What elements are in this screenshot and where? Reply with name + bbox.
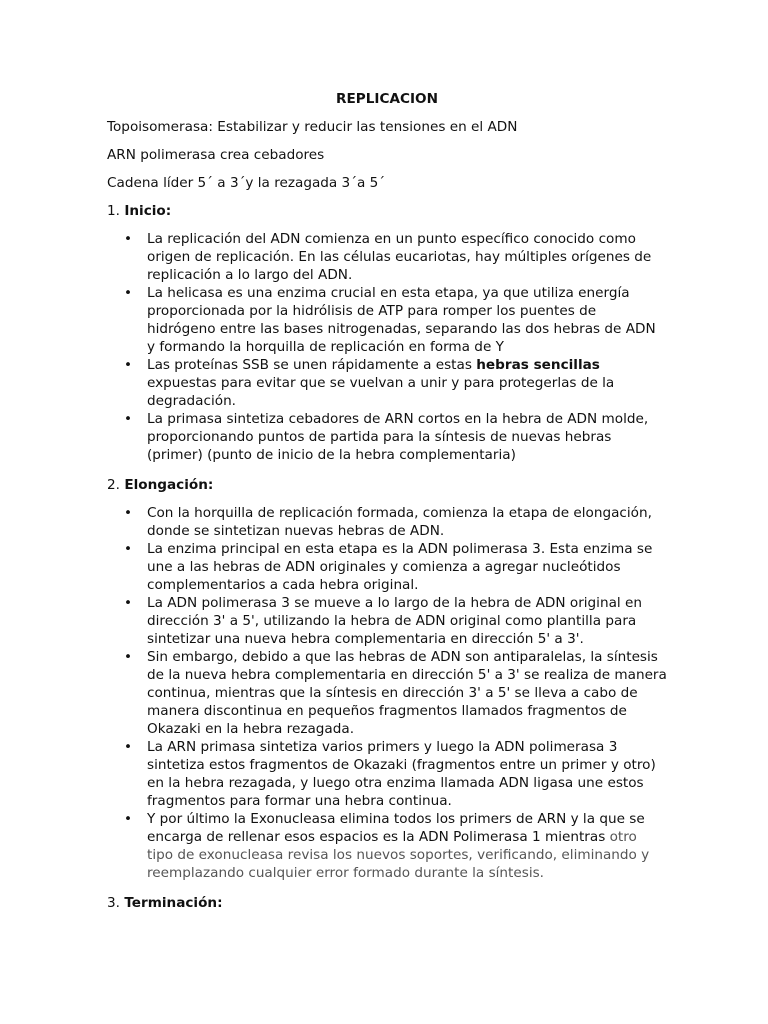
- list-item-text: La replicación del ADN comienza en un punto específico conocido como origen de replicación. En las células eucariotas, hay múltiples orígenes de replicación a lo largo del ADN.: [147, 231, 652, 283]
- bullet-icon: •: [123, 811, 133, 827]
- list-item: [107, 410, 667, 464]
- list-item: [107, 504, 667, 540]
- section-title: Inicio:: [124, 203, 172, 219]
- section-number: 1.: [107, 203, 120, 219]
- document-page: [107, 90, 667, 922]
- intro-line-arn-polimerasa: ARN polimerasa crea cebadores: [107, 147, 325, 163]
- section-heading-elongacion: [107, 476, 667, 494]
- section-list-inicio: [107, 230, 667, 464]
- intro-line-cadena: Cadena líder 5´ a 3´y la rezagada 3´a 5´: [107, 175, 386, 191]
- list-item-text-gray: otro tipo de exonucleasa revisa los nuevos soportes, verificando, eliminando y reemplazando cualquier error formado durante la síntesis.: [147, 829, 650, 881]
- list-item-text: La ADN polimerasa 3 se mueve a lo largo de la hebra de ADN original en dirección 3' a 5', utilizando la hebra de ADN original como plantilla para sintetizar una nueva hebra complementaria en dirección 5' a 3'.: [147, 595, 642, 647]
- section-heading-inicio: [107, 202, 667, 220]
- list-item-text-bold: hebras sencillas: [476, 357, 600, 373]
- list-item: [107, 738, 667, 810]
- bullet-icon: •: [123, 595, 133, 611]
- list-item-text: Con la horquilla de replicación formada, comienza la etapa de elongación, donde se sintetizan nuevas hebras de ADN.: [147, 505, 652, 539]
- bullet-icon: •: [123, 285, 133, 301]
- section-heading-terminacion: [107, 894, 667, 912]
- section-number: 2.: [107, 477, 120, 493]
- document-title: REPLICACION: [336, 91, 438, 107]
- intro-line-topoisomerasa: Topoisomerasa: Estabilizar y reducir las tensiones en el ADN: [107, 119, 518, 135]
- list-item-text-post: expuestas para evitar que se vuelvan a unir y para protegerlas de la degradación.: [147, 375, 615, 409]
- list-item: [107, 648, 667, 738]
- list-item: [107, 356, 667, 410]
- list-item-text-pre: Y por último la Exonucleasa elimina todos los primers de ARN y la que se encarga de rellenar esos espacios es la ADN Polimerasa 1 mientras: [147, 811, 645, 845]
- list-item-text: La ARN primasa sintetiza varios primers y luego la ADN polimerasa 3 sintetiza estos fragmentos de Okazaki (fragmentos entre un primer y otro) en la hebra rezagada, y luego otra enzima llamada ADN ligasa une estos fragmentos para formar una hebra continua.: [147, 739, 656, 809]
- list-item: [107, 230, 667, 284]
- bullet-icon: •: [123, 231, 133, 247]
- list-item: [107, 284, 667, 356]
- bullet-icon: •: [123, 541, 133, 557]
- list-item-text: Sin embargo, debido a que las hebras de ADN son antiparalelas, la síntesis de la nueva hebra complementaria en dirección 5' a 3' se realiza de manera continua, mientras que la síntesis en dirección 3' a 5' se lleva a cabo de manera discontinua en pequeños fragmentos llamados fragmentos de Okazaki en la hebra rezagada.: [147, 649, 667, 737]
- list-item-text: La helicasa es una enzima crucial en esta etapa, ya que utiliza energía proporcionada por la hidrólisis de ATP para romper los puentes de hidrógeno entre las bases nitrogenadas, separando las dos hebras de ADN y formando la horquilla de replicación en forma de Y: [147, 285, 656, 355]
- list-item: [107, 810, 667, 882]
- bullet-icon: •: [123, 411, 133, 427]
- section-number: 3.: [107, 895, 120, 911]
- list-item: [107, 540, 667, 594]
- bullet-icon: •: [123, 649, 133, 665]
- list-item-text: La enzima principal en esta etapa es la ADN polimerasa 3. Esta enzima se une a las hebras de ADN originales y comienza a agregar nucleótidos complementarios a cada hebra original.: [147, 541, 653, 593]
- bullet-icon: •: [123, 505, 133, 521]
- section-title: Terminación:: [124, 895, 223, 911]
- list-item-text-pre: Las proteínas SSB se unen rápidamente a estas: [147, 357, 477, 373]
- bullet-icon: •: [123, 739, 133, 755]
- section-list-elongacion: [107, 504, 667, 882]
- list-item-text: La primasa sintetiza cebadores de ARN cortos en la hebra de ADN molde, proporcionando puntos de partida para la síntesis de nuevas hebras (primer) (punto de inicio de la hebra complementaria): [147, 411, 649, 463]
- section-title: Elongación:: [124, 477, 214, 493]
- bullet-icon: •: [123, 357, 133, 373]
- list-item: [107, 594, 667, 648]
